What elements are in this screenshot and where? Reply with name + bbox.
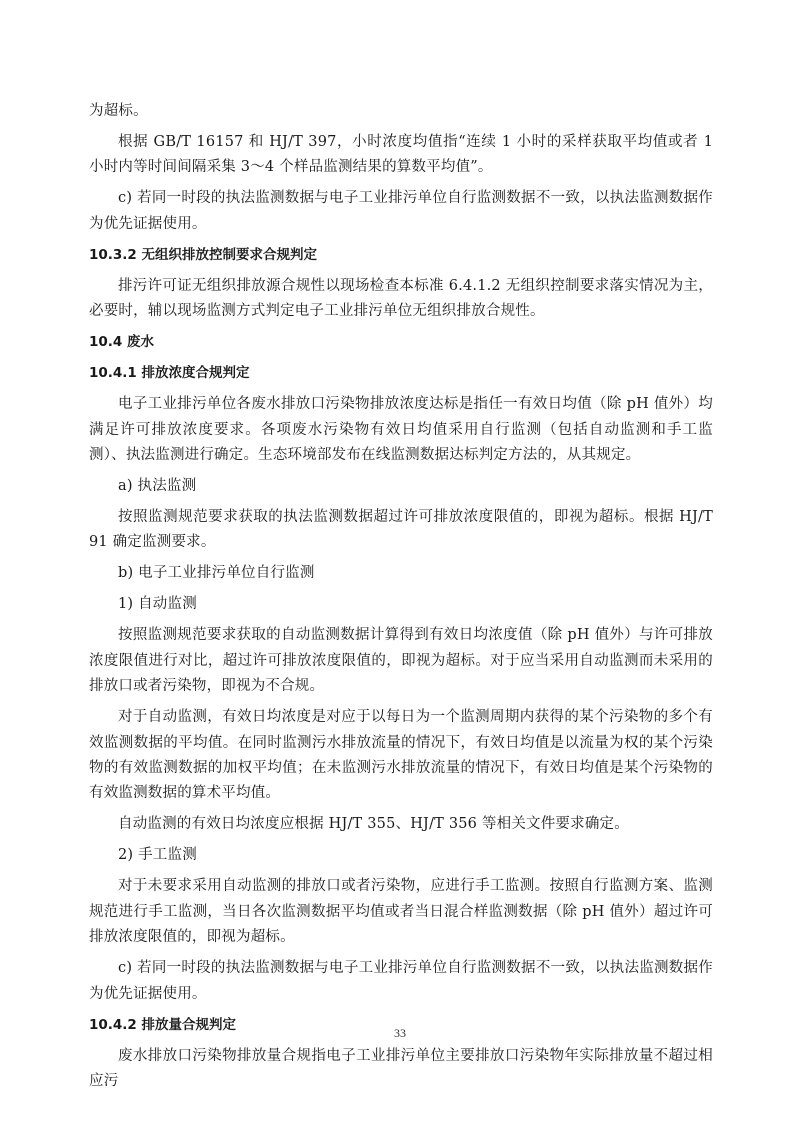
paragraph: c) 若同一时段的执法监测数据与电子工业排污单位自行监测数据不一致，以执法监测数据作为优先证据使用。 (89, 960, 713, 1002)
paragraph: 为超标。 (89, 103, 148, 119)
paragraph: 对于未要求采用自动监测的排放口或者污染物，应进行手工监测。按照自行监测方案、监测规范进行手工监测，当日各次监测数据平均值或者当日混合样监测数据（除 pH 值外）超过许可排放浓度限值的，即视为超标。 (89, 878, 713, 946)
paragraph: b) 电子工业排污单位自行监测 (118, 565, 315, 582)
section-heading: 10.3.2 无组织排放控制要求合规判定 (89, 246, 318, 263)
section-heading: 10.4 废水 (89, 334, 155, 351)
paragraph: 按照监测规范要求获取的自动监测数据计算得到有效日均浓度值（除 pH 值外）与许可排放浓度限值进行对比，超过许可排放浓度限值的，即视为超标。对于应当采用自动监测而未采用的排放口或者污染物，即视为不合规。 (89, 627, 713, 695)
paragraph: 自动监测的有效日均浓度应根据 HJ/T 355、HJ/T 356 等相关文件要求确定。 (118, 816, 629, 833)
paragraph: 电子工业排污单位各废水排放口污染物排放浓度达标是指任一有效日均值（除 pH 值外）均满足许可排放浓度要求。各项废水污染物有效日均值采用自行监测（包括自动监测和手工监测）、执法监测进行确定。生态环境部发布在线监测数据达标判定方法的，从其规定。 (89, 396, 713, 464)
document-body (89, 99, 713, 1100)
paragraph: 1) 自动监测 (118, 596, 197, 613)
paragraph: 按照监测规范要求获取的执法监测数据超过许可排放浓度限值的，即视为超标。根据 HJ/T 91 确定监测要求。 (89, 509, 713, 551)
paragraph: 废水排放口污染物排放量合规指电子工业排污单位主要排放口污染物年实际排放量不超过相应污 (89, 1047, 713, 1090)
page-number: 33 (394, 1026, 406, 1040)
section-heading: 10.4.2 排放量合规判定 (89, 1016, 237, 1033)
paragraph: 2) 手工监测 (118, 847, 197, 864)
paragraph: 排污许可证无组织排放源合规性以现场检查本标准 6.4.1.2 无组织控制要求落实情况为主，必要时，辅以现场监测方式判定电子工业排污单位无组织排放合规性。 (89, 277, 713, 320)
paragraph: c) 若同一时段的执法监测数据与电子工业排污单位自行监测数据不一致，以执法监测数据作为优先证据使用。 (89, 190, 713, 232)
paragraph: 对于自动监测，有效日均浓度是对应于以每日为一个监测周期内获得的某个污染物的多个有效监测数据的平均值。在同时监测污水排放流量的情况下，有效日均值是以流量为权的某个污染物的有效监测数据的加权平均值；在未监测污水排放流量的情况下，有效日均值是某个污染物的有效监测数据的算术平均值。 (89, 709, 713, 802)
paragraph: a) 执法监测 (118, 478, 197, 495)
paragraph: 根据 GB/T 16157 和 HJ/T 397，小时浓度均值指“连续 1 小时的采样获取平均值或者 1 小时内等时间间隔采集 3～4 个样品监测结果的算数平均值”。 (89, 134, 713, 176)
section-heading: 10.4.1 排放浓度合规判定 (89, 365, 250, 382)
